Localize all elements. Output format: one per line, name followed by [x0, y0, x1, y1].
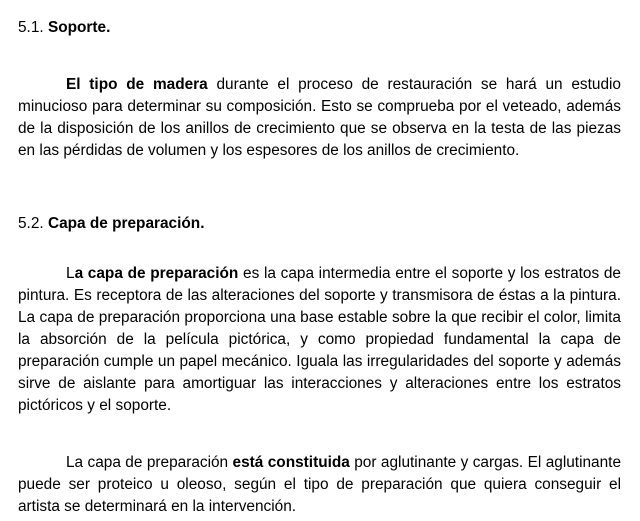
section-title: Capa de preparación. [47, 215, 205, 232]
paragraph-constitucion [18, 452, 621, 518]
paragraph-text: es la capa intermedia entre el soporte y los estratos de pintura. Es receptora de las alteraciones del soporte y transmisora de éstas a la pintura. La capa de preparación proporciona una base estable sobre la que recibir el color, limita la absorción de la película pictórica, y como propiedad fundamental la capa de preparación cumple un papel mecánico. Iguala las irregularidades del soporte y además sirve de aislante para amortiguar las interacciones y alteraciones entre los estratos pictóricos y el soporte. [18, 265, 621, 414]
bold-phrase: está constituida [232, 454, 350, 471]
paragraph-lead: La capa de preparación [66, 454, 233, 471]
paragraph-text: por aglutinante y cargas. El aglutinante puede ser proteico u oleoso, según el tipo de preparación que quiera conseguir el artista se determinará en la intervención. [18, 454, 622, 515]
bold-phrase: El tipo de madera [66, 76, 208, 93]
section-heading-soporte [18, 18, 110, 38]
section-title: Soporte. [47, 19, 111, 36]
section-heading-capa-de-preparacion [18, 214, 204, 234]
paragraph-lead: L [66, 265, 75, 282]
section-number: 5.2. [18, 215, 48, 232]
bold-phrase: a capa de preparación [74, 265, 239, 282]
paragraph-text: durante el proceso de restauración se hará un estudio minucioso para determinar su composición. Esto se comprueba por el veteado, además de la disposición de los anillos de crecimiento que se observa en la testa de las piezas en las pérdidas de volumen y los espesores de los anillos de crecimiento. [18, 76, 621, 159]
paragraph-capa-intermedia [18, 263, 621, 417]
section-number: 5.1. [18, 19, 48, 36]
paragraph-tipo-de-madera [18, 74, 621, 162]
